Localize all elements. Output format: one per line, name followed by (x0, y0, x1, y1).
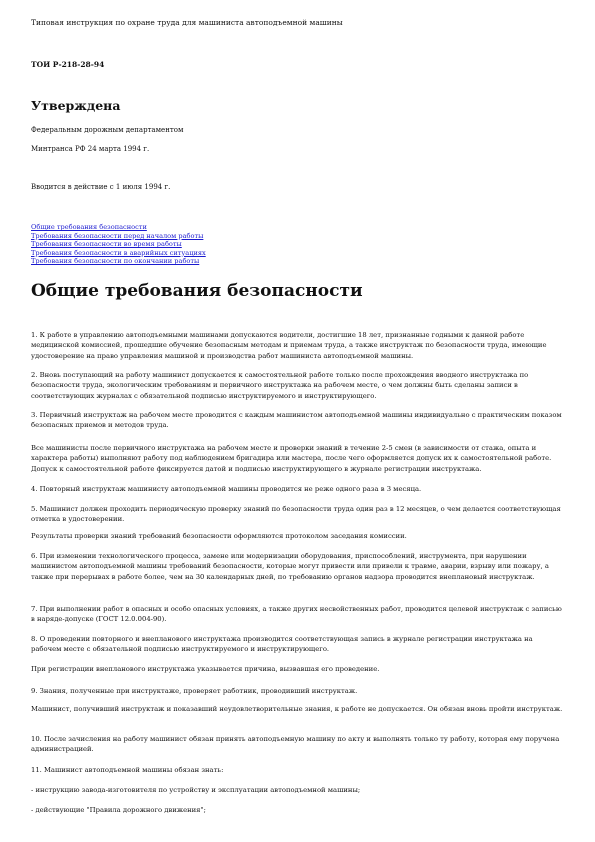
paragraph-5-results: Результаты проверки знаний требований безопасности оформляются протоколом заседания комиссии. (31, 532, 407, 540)
paragraph-10: 10. После зачисления на работу машинист обязан принять автоподъемную машину по акту и выполнять только ту работу, которая ему поручена администрацией. (31, 735, 560, 754)
list-item-manual: - инструкцию завода-изготовителя по устройству и эксплуатации автоподъемной машины; (31, 786, 361, 794)
list-item-traffic-rules: - действующие "Правила дорожного движения"; (31, 806, 206, 814)
paragraph-2: 2. Вновь поступающий на работу машинист допускается к самостоятельной работе только после прохождения вводного инструктажа по безопасности труда, экологическим требованиям и первичного инструктажа на рабочем месте, о чем должны быть сделаны записи в соответствующих журналах с обязательной подписью инструктируемого и инструктирующего. (31, 371, 529, 400)
toc-link-emergency[interactable]: Требования безопасности в аварийных ситуациях (31, 248, 206, 257)
paragraph-11: 11. Машинист автоподъемной машины обязан знать: (31, 766, 224, 774)
approved-heading: Утверждена (31, 98, 121, 113)
paragraph-5: 5. Машинист должен проходить периодическую проверку знаний по безопасности труда один раз в 12 месяцев, о чем делается соответствующая отметка в удостоверении. (31, 505, 561, 524)
section-title: Общие требования безопасности (31, 281, 363, 301)
paragraph-4: 4. Повторный инструктаж машинисту автоподъемной машины проводится не реже одного раза в 3 месяца. (31, 485, 422, 493)
approved-by: Федеральным дорожным департаментом (31, 126, 184, 134)
paragraph-1: 1. К работе в управлению автоподъемными машинами допускаются водители, достигшие 18 лет, признанные годными к данной работе медицинской комиссией, прошедшие обучение безопасным методам и приемам труда, а также инструктаж по безопасности труда, имеющие удостоверение на право управления машиной и производства работ машиниста автоподъемной машины. (31, 331, 547, 360)
ministry-date: Минтранса РФ 24 марта 1994 г. (31, 145, 150, 153)
paragraph-3: 3. Первичный инструктаж на рабочем месте проводится с каждым машинистом автоподъемной машины индивидуально с практическим показом безопасных приемов и методов труда. (31, 411, 562, 430)
toc-link-before-work[interactable]: Требования безопасности перед началом работы (31, 231, 204, 240)
toc-link-general[interactable]: Общие требования безопасности (31, 223, 147, 231)
document-header-line: Типовая инструкция по охране труда для машиниста автоподъемной машины (31, 18, 343, 27)
paragraph-8: 8. О проведении повторного и внепланового инструктажа производится соответствующая запись в журнале регистрации инструктажа на рабочем месте с обязательной подписью инструктируемого и инструктирующего. (31, 635, 533, 654)
paragraph-6: 6. При изменении технологического процесса, замене или модернизации оборудования, приспособлений, инструмента, при нарушении машинистом автоподъемной машины требований безопасности, которые могут привести или привели к травме, аварии, взрыву или пожару, а также при перерывах в работе более, чем на 30 календарных дней, по требованию органов надзора проводится внеплановый инструктаж. (31, 552, 549, 581)
effective-date: Вводится в действие с 1 июля 1994 г. (31, 183, 171, 191)
toc-link-during-work[interactable]: Требования безопасности во время работы (31, 240, 182, 249)
toc-link-after-work[interactable]: Требования безопасности по окончании работы (31, 257, 200, 266)
paragraph-8-registration: При регистрации внепланового инструктажа указывается причина, вызвавшая его проведение. (31, 665, 380, 673)
paragraph-9-continued: Машинист, получивший инструктаж и показавший неудовлетворительные знания, к работе не допускается. Он обязан вновь пройти инструктаж. (31, 705, 563, 713)
paragraph-7: 7. При выполнении работ в опасных и особо опасных условиях, а также других несвойственных работ, проводится целевой инструктаж с записью в наряде-допуске (ГОСТ 12.0.004-90). (31, 605, 562, 624)
document-code: ТОИ Р-218-28-94 (31, 60, 105, 69)
table-of-contents (31, 223, 206, 266)
paragraph-3-continued: Все машинисты после первичного инструктажа на рабочем месте и проверки знаний в течение 2-5 смен (в зависимости от стажа, опыта и характера работы) выполняют работу под наблюдением бригадира или мастера, после чего оформляется допуск их к самостоятельной работе. Допуск к самостоятельной работе фиксируется датой и подписью инструктирующего в журнале регистрации инструктажа. (31, 444, 552, 473)
paragraph-9: 9. Знания, полученные при инструктаже, проверяет работник, проводивший инструктаж. (31, 687, 358, 695)
